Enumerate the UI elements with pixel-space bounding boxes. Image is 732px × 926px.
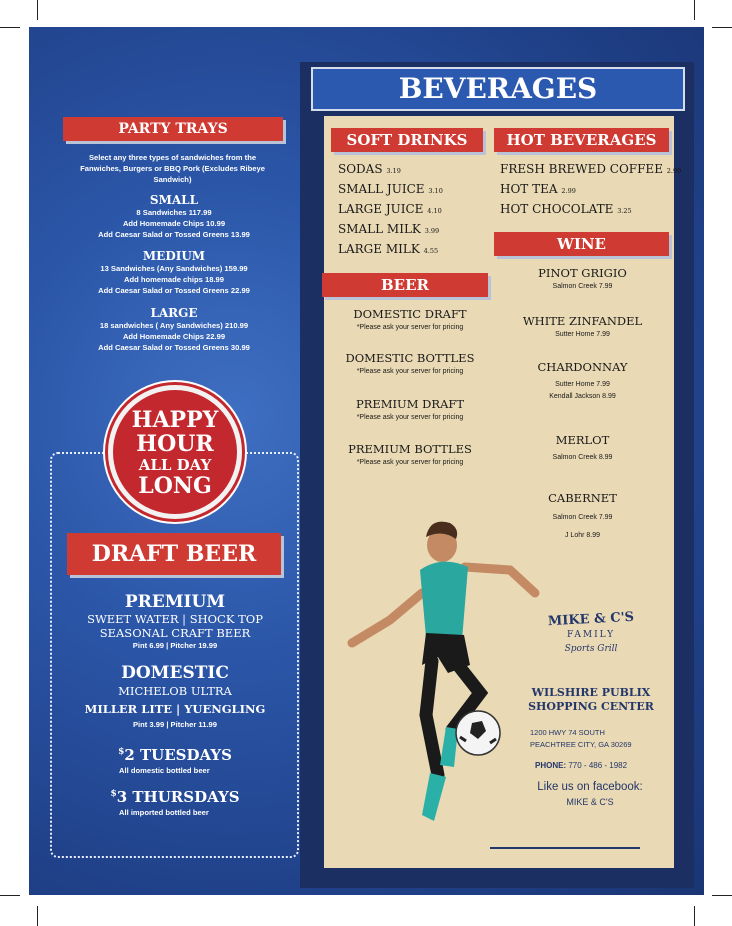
phone bbox=[535, 761, 627, 770]
draft-domestic-line: MILLER LITE | YUENGLING bbox=[84, 702, 266, 716]
happy-hour-line: HAPPY bbox=[131, 407, 219, 433]
crop-mark bbox=[694, 906, 695, 926]
wine-banner: WINE bbox=[494, 232, 669, 256]
happy-hour-line: LONG bbox=[138, 473, 212, 499]
party-tray-medium bbox=[60, 249, 288, 296]
soft-drink-item: SMALL MILK 3.99 bbox=[338, 222, 440, 236]
wine-item bbox=[500, 433, 665, 464]
crop-mark bbox=[0, 895, 20, 896]
soft-drink-item: SODAS 3.19 bbox=[338, 162, 401, 176]
draft-beer-banner: DRAFT BEER bbox=[67, 533, 281, 575]
happy-hour-line: ALL DAY bbox=[138, 456, 212, 474]
soft-drinks-banner: SOFT DRINKS bbox=[331, 128, 483, 152]
wine-name: MERLOT bbox=[555, 433, 610, 447]
logo-family: FAMILY bbox=[566, 630, 616, 640]
beverages-title: BEVERAGES bbox=[311, 67, 685, 111]
tray-line: Add Caesar Salad or Tossed Greens 22.99 bbox=[98, 286, 250, 295]
tuesdays-special bbox=[60, 743, 290, 776]
dollar-sign: $ bbox=[110, 789, 117, 799]
logo-name: MIKE & C'S bbox=[547, 609, 635, 630]
beer-banner: BEER bbox=[322, 273, 488, 297]
wine-line: Salmon Creek 7.99 bbox=[552, 283, 613, 290]
phone-number: 770 - 486 - 1982 bbox=[568, 761, 628, 770]
tuesdays-desc: All domestic bottled beer bbox=[119, 766, 210, 775]
location bbox=[506, 686, 676, 714]
address bbox=[530, 727, 632, 751]
party-tray-small bbox=[60, 193, 288, 240]
phone-label: PHONE: bbox=[535, 761, 567, 770]
tray-line: Add Caesar Salad or Tossed Greens 30.99 bbox=[98, 343, 250, 352]
tray-size-title: MEDIUM bbox=[142, 249, 206, 263]
thursdays-title: 3 THURSDAYS bbox=[116, 788, 240, 806]
location-line: WILSHIRE PUBLIX bbox=[531, 686, 651, 699]
draft-premium-title: PREMIUM bbox=[124, 592, 226, 612]
tray-line: Add homemade chips 18.99 bbox=[123, 275, 225, 284]
dollar-sign: $ bbox=[118, 747, 125, 757]
tray-line: Add Homemade Chips 22.99 bbox=[122, 332, 226, 341]
wine-name: PINOT GRIGIO bbox=[538, 266, 627, 280]
beer-item bbox=[330, 442, 490, 469]
beer-name: PREMIUM DRAFT bbox=[355, 397, 465, 411]
wine-line: Salmon Creek 7.99 bbox=[552, 514, 613, 521]
draft-premium-line: SWEET WATER | SHOCK TOP bbox=[87, 612, 263, 626]
wine-line: Kendall Jackson 8.99 bbox=[549, 393, 616, 400]
wine-name: CABERNET bbox=[548, 491, 617, 505]
tray-size-title: LARGE bbox=[150, 306, 198, 320]
draft-domestic bbox=[60, 663, 290, 730]
draft-premium bbox=[60, 592, 290, 651]
draft-domestic-line: MICHELOB ULTRA bbox=[118, 684, 232, 698]
facebook bbox=[520, 780, 660, 809]
beer-name: PREMIUM BOTTLES bbox=[348, 442, 472, 456]
draft-domestic-title: DOMESTIC bbox=[121, 663, 229, 683]
soft-drink-item: LARGE MILK 4.55 bbox=[338, 242, 439, 256]
location-line: SHOPPING CENTER bbox=[528, 700, 654, 713]
beer-item bbox=[330, 397, 490, 424]
wine-line: Salmon Creek 8.99 bbox=[552, 454, 613, 461]
wine-item bbox=[500, 266, 665, 293]
crop-mark bbox=[712, 27, 732, 28]
beer-item bbox=[330, 351, 490, 378]
tray-line: 18 sandwiches ( Any Sandwiches) 210.99 bbox=[99, 321, 249, 330]
beer-note: *Please ask your server for pricing bbox=[356, 324, 464, 331]
tray-line: Add Homemade Chips 10.99 bbox=[122, 219, 226, 228]
happy-hour-line: HOUR bbox=[136, 431, 214, 457]
wine-name: WHITE ZINFANDEL bbox=[522, 314, 643, 328]
hot-beverage-item: FRESH BREWED COFFEE 2.99 bbox=[500, 162, 682, 176]
bottom-rule bbox=[490, 847, 640, 849]
hot-beverages-banner: HOT BEVERAGES bbox=[494, 128, 669, 152]
hot-beverage-item: HOT CHOCOLATE 3.25 bbox=[500, 202, 632, 216]
tray-line: 13 Sandwiches (Any Sandwiches) 159.99 bbox=[100, 264, 248, 273]
beer-note: *Please ask your server for pricing bbox=[356, 368, 464, 375]
crop-mark bbox=[37, 0, 38, 20]
beer-name: DOMESTIC BOTTLES bbox=[345, 351, 475, 365]
soft-drink-item: LARGE JUICE 4.10 bbox=[338, 202, 442, 216]
crop-mark bbox=[694, 0, 695, 20]
tuesdays-title: 2 TUESDAYS bbox=[124, 746, 232, 764]
thursdays-special bbox=[60, 785, 290, 818]
happy-hour-badge bbox=[108, 385, 242, 519]
facebook-line: Like us on facebook: bbox=[537, 781, 643, 793]
beer-note: *Please ask your server for pricing bbox=[356, 414, 464, 421]
thursdays-desc: All imported bottled beer bbox=[119, 808, 209, 817]
crop-mark bbox=[712, 895, 732, 896]
wine-item bbox=[500, 314, 665, 341]
beer-item bbox=[330, 307, 490, 334]
tray-line: 8 Sandwiches 117.99 bbox=[136, 208, 212, 217]
hot-beverage-item: HOT TEA 2.99 bbox=[500, 182, 576, 196]
party-tray-large bbox=[60, 306, 288, 353]
restaurant-logo bbox=[520, 609, 662, 656]
crop-mark bbox=[37, 906, 38, 926]
soft-drink-item: SMALL JUICE 3.10 bbox=[338, 182, 443, 196]
address-line: PEACHTREE CITY, GA 30269 bbox=[530, 740, 632, 749]
wine-line: Sutter Home 7.99 bbox=[555, 331, 610, 338]
wine-line: J Lohr 8.99 bbox=[564, 532, 601, 539]
crop-mark bbox=[0, 27, 20, 28]
draft-premium-price: Pint 6.99 | Pitcher 19.99 bbox=[132, 641, 218, 650]
party-trays-intro: Select any three types of sandwiches from the Fanwiches, Burgers or BBQ Pork (Excludes Ribeye Sandwich) bbox=[80, 153, 265, 184]
tray-size-title: SMALL bbox=[149, 193, 199, 207]
logo-sports-grill: Sports Grill bbox=[564, 644, 618, 654]
party-trays-banner: PARTY TRAYS bbox=[63, 117, 283, 141]
draft-domestic-price: Pint 3.99 | Pitcher 11.99 bbox=[132, 720, 217, 729]
wine-item bbox=[500, 360, 665, 403]
address-line: 1200 HWY 74 SOUTH bbox=[530, 728, 605, 737]
tray-line: Add Caesar Salad or Tossed Greens 13.99 bbox=[98, 230, 250, 239]
draft-premium-line: SEASONAL CRAFT BEER bbox=[99, 626, 251, 640]
wine-name: CHARDONNAY bbox=[537, 360, 628, 374]
wine-line: Sutter Home 7.99 bbox=[555, 381, 610, 388]
beer-note: *Please ask your server for pricing bbox=[356, 459, 464, 466]
beer-name: DOMESTIC DRAFT bbox=[353, 307, 467, 321]
facebook-name: MIKE & C'S bbox=[566, 797, 614, 807]
